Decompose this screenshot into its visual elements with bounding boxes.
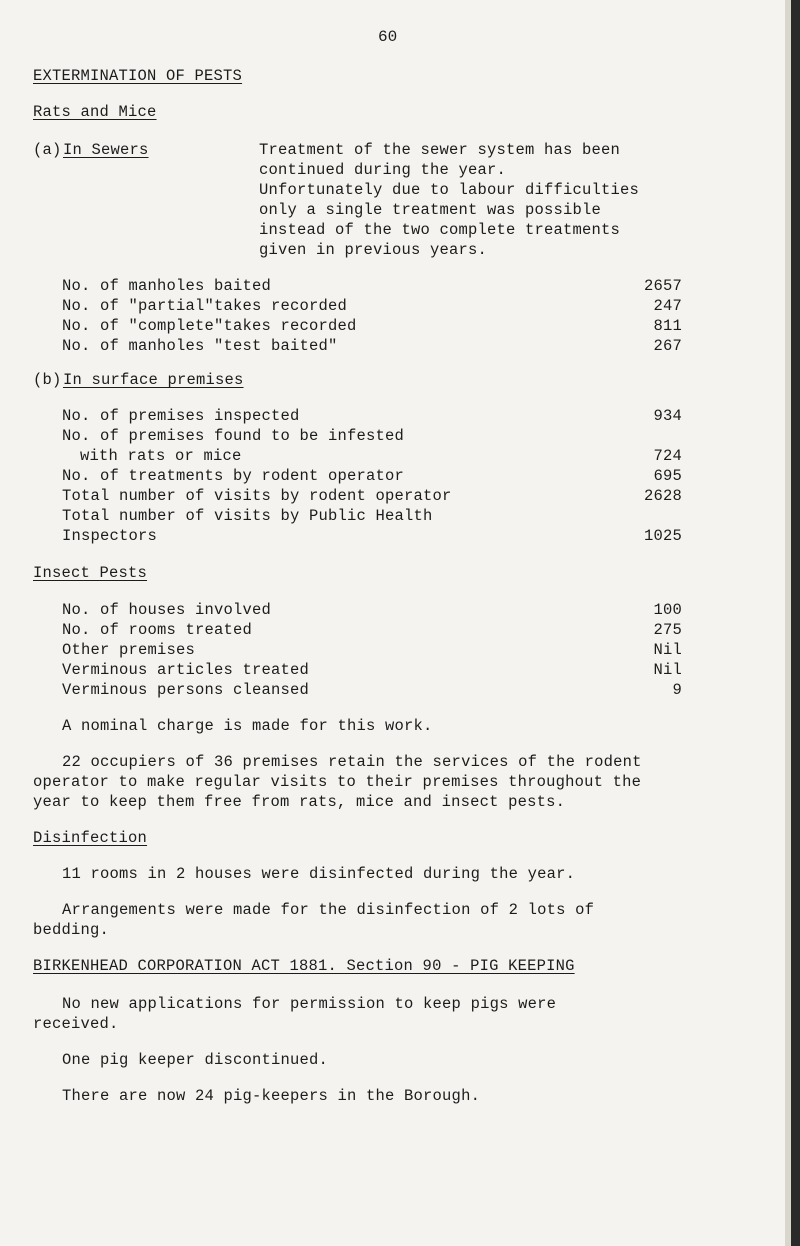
sewers-label: (a): [33, 141, 62, 159]
charge-note: A nominal charge is made for this work.: [62, 717, 433, 735]
stat-value: 2628: [643, 487, 682, 505]
stat-value: 247: [653, 297, 682, 315]
stat-label: Other premises: [62, 641, 196, 659]
stat-value: 695: [653, 467, 682, 485]
stat-value: 1025: [643, 527, 682, 545]
stat-value: Nil: [653, 661, 682, 679]
stat-value: 100: [653, 601, 682, 619]
stat-label: No. of "partial"takes recorded: [62, 297, 348, 315]
stat-label: No. of premises inspected: [62, 407, 300, 425]
stat-label: Total number of visits by Public Health: [62, 507, 433, 525]
disinfection-rooms: 11 rooms in 2 houses were disinfected during the year.: [62, 865, 576, 883]
rats-heading: Rats and Mice: [33, 103, 157, 121]
document-page: 60 EXTERMINATION OF PESTS Rats and Mice (a) In Sewers Treatment of the sewer system has been continued during the year. Unfortunately due to labour difficulties only a single treatment was possible instead of the two complete treatments given in previous years. No. of manholes baited 2657 No. of "partial"takes recorded 247 No. of "complete"takes recorded 811 No. of manholes "test baited" 267 (b) In surface premises No. of premises inspected 934 No. of premises found to be infested with rats or mice 724 No. of treatments by rodent operator 695 Total number of visits by rodent operator 2628 Total number of visits by Public Health Inspectors 1025 Insect Pests No. of houses involved 100 No. of rooms treated 275 Other premises Nil Verminous articles treated Nil Verminous persons cleansed 9 A nominal charge is made for this work. 22 occupiers of 36 premises retain the services of the rodent operator to make regular visits to their premises throughout the year to keep them free from rats, mice and insect pests. Disinfection 11 rooms in 2 houses were disinfected during the year. Arrangements were made for the disinfection of 2 lots of bedding. BIRKENHEAD CORPORATION ACT 1881. Section 90 - PIG KEEPING No new applications for permission to keep pigs were received. One pig keeper discontinued. There are now 24 pig-keepers in the Borough.: [0, 0, 800, 1246]
stat-label: with rats or mice: [80, 447, 242, 465]
stat-label: Inspectors: [62, 527, 158, 545]
stat-value: 811: [653, 317, 682, 335]
stat-value: 934: [653, 407, 682, 425]
stat-value: 9: [672, 681, 682, 699]
stat-value: 2657: [643, 277, 682, 295]
insects-heading: Insect Pests: [33, 564, 148, 582]
stat-label: Verminous persons cleansed: [62, 681, 310, 699]
disinfection-heading: Disinfection: [33, 829, 148, 847]
page-number: 60: [378, 28, 398, 46]
stat-label: Total number of visits by rodent operator: [62, 487, 452, 505]
pig-keepers-count: There are now 24 pig-keepers in the Borough.: [62, 1087, 481, 1105]
stat-label: No. of manholes baited: [62, 277, 272, 295]
stat-value: Nil: [653, 641, 682, 659]
stat-label: No. of houses involved: [62, 601, 272, 619]
pig-discontinued: One pig keeper discontinued.: [62, 1051, 329, 1069]
stat-label: Verminous articles treated: [62, 661, 310, 679]
section-title: EXTERMINATION OF PESTS: [33, 67, 243, 85]
page-edge: [791, 0, 800, 1246]
stat-value: 724: [653, 447, 682, 465]
stat-value: 275: [653, 621, 682, 639]
stat-label: No. of "complete"takes recorded: [62, 317, 357, 335]
surface-heading: In surface premises: [63, 371, 244, 389]
stat-value: 267: [653, 337, 682, 355]
stat-label: No. of treatments by rodent operator: [62, 467, 405, 485]
sewers-heading: In Sewers: [63, 141, 149, 159]
stat-label: No. of manholes "test baited": [62, 337, 338, 355]
surface-label: (b): [33, 371, 62, 389]
stat-label: No. of premises found to be infested: [62, 427, 405, 445]
stat-label: No. of rooms treated: [62, 621, 253, 639]
pig-keeping-heading: BIRKENHEAD CORPORATION ACT 1881. Section 90 - PIG KEEPING: [33, 957, 575, 975]
